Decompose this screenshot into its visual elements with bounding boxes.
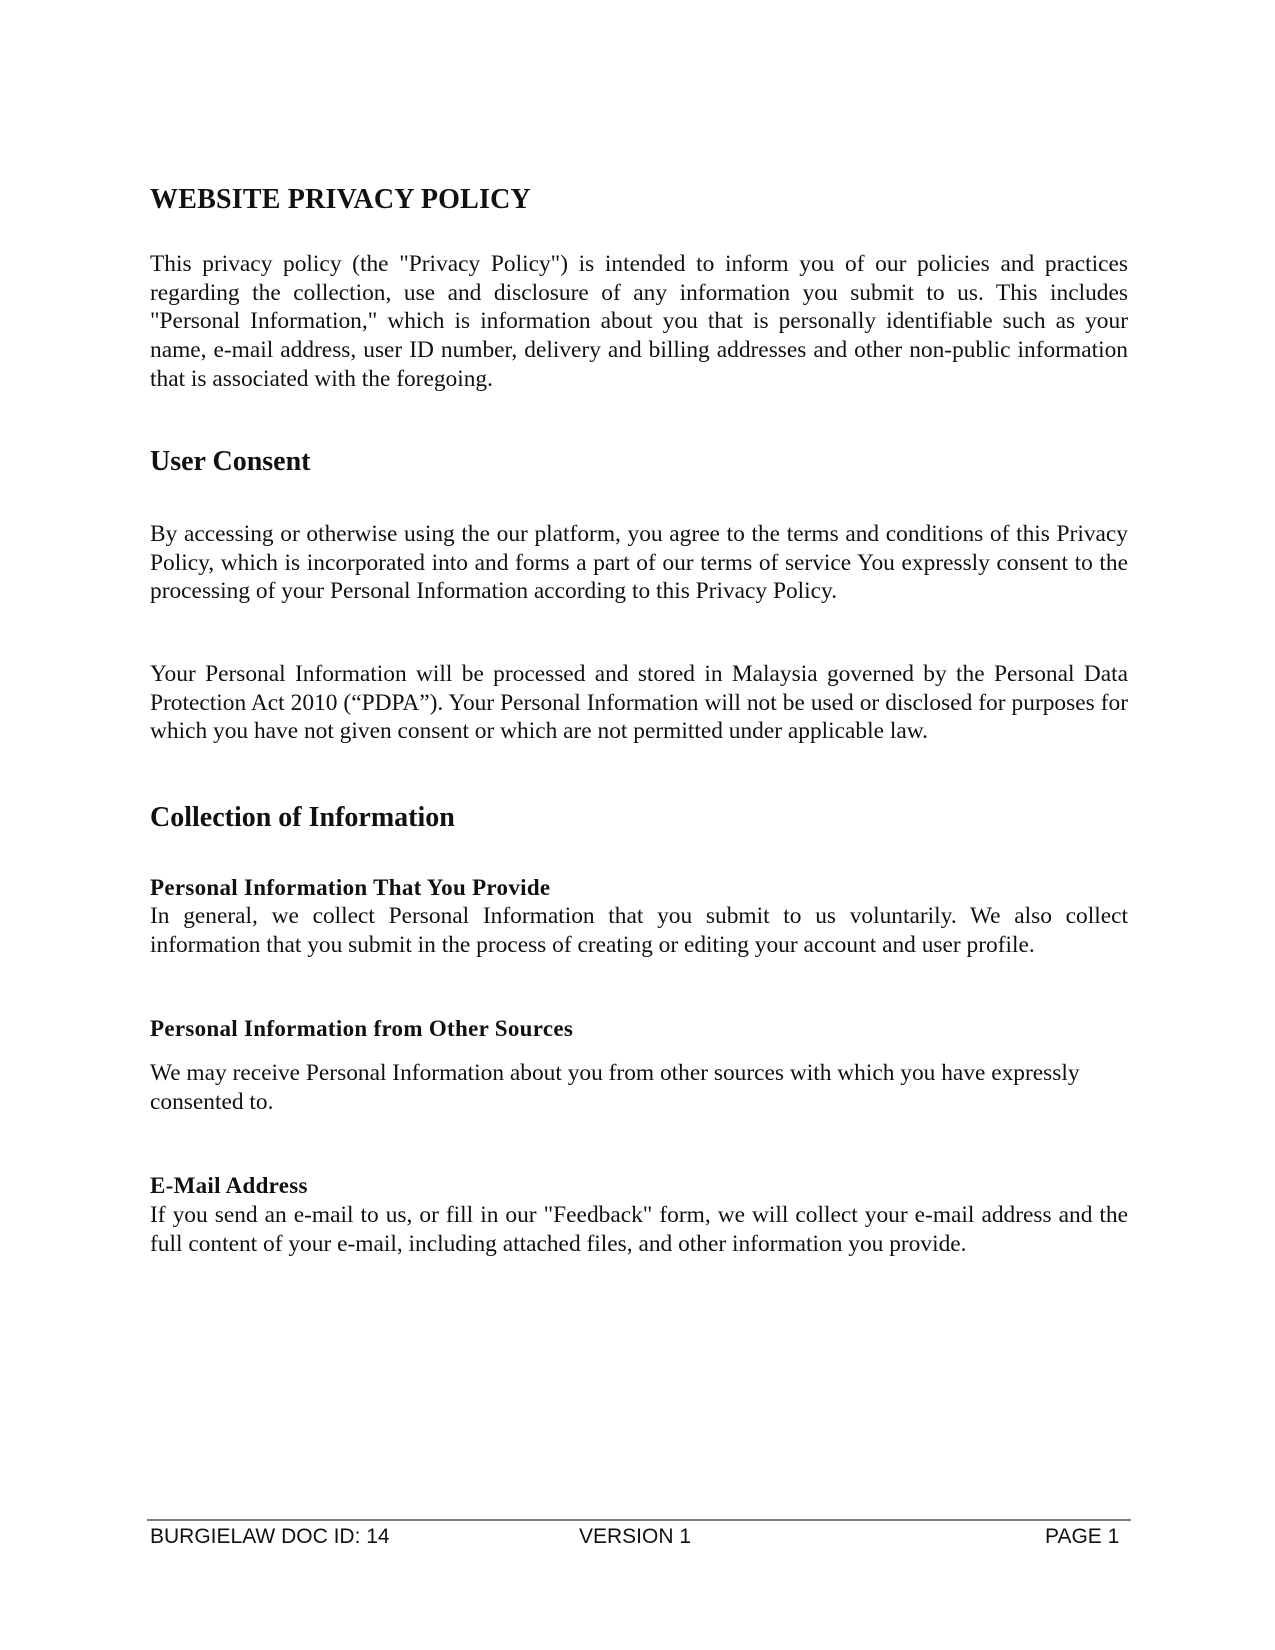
user-consent-paragraph-1: By accessing or otherwise using the our platform, you agree to the terms and conditions of this Privacy Policy, which is incorporated into and forms a part of our terms of service You expressly consent to the processing of your Personal Information according to this Privacy Policy. bbox=[150, 521, 1128, 605]
other-sources-paragraph: We may receive Personal Information about you from other sources with which you have expressly consented to. bbox=[150, 1060, 1080, 1115]
document-title: WEBSITE PRIVACY POLICY bbox=[150, 184, 531, 215]
user-consent-paragraph-2: Your Personal Information will be processed and stored in Malaysia governed by the Personal Data Protection Act 2010 (“PDPA”). Your Personal Information will not be used or disclosed for purposes for which you have not given consent or which are not permitted under applicable law. bbox=[150, 661, 1128, 745]
footer-doc-id: BURGIELAW DOC ID: 14 bbox=[150, 1525, 390, 1548]
email-paragraph: If you send an e-mail to us, or fill in our "Feedback" form, we will collect your e-mail address and the full content of your e-mail, including attached files, and other information you provide. bbox=[150, 1202, 1128, 1257]
provided-info-paragraph: In general, we collect Personal Information that you submit to us voluntarily. We also collect information that you submit in the process of creating or editing your account and user profile. bbox=[150, 903, 1128, 958]
provided-info-heading: Personal Information That You Provide bbox=[150, 875, 551, 900]
email-heading: E-Mail Address bbox=[150, 1173, 308, 1198]
document-page bbox=[150, 0, 1128, 1650]
other-sources-heading: Personal Information from Other Sources bbox=[150, 1016, 574, 1041]
collection-heading: Collection of Information bbox=[150, 802, 455, 833]
footer-version: VERSION 1 bbox=[579, 1525, 692, 1548]
user-consent-heading: User Consent bbox=[150, 446, 311, 477]
footer-page-number: PAGE 1 bbox=[1045, 1525, 1120, 1548]
footer-divider bbox=[147, 1519, 1131, 1521]
intro-paragraph: This privacy policy (the "Privacy Policy") is intended to inform you of our policies and practices regarding the collection, use and disclosure of any information you submit to us. This includes "Personal Information," which is information about you that is personally identifiable such as your name, e-mail address, user ID number, delivery and billing addresses and other non-public information that is associated with the foregoing. bbox=[150, 251, 1128, 392]
